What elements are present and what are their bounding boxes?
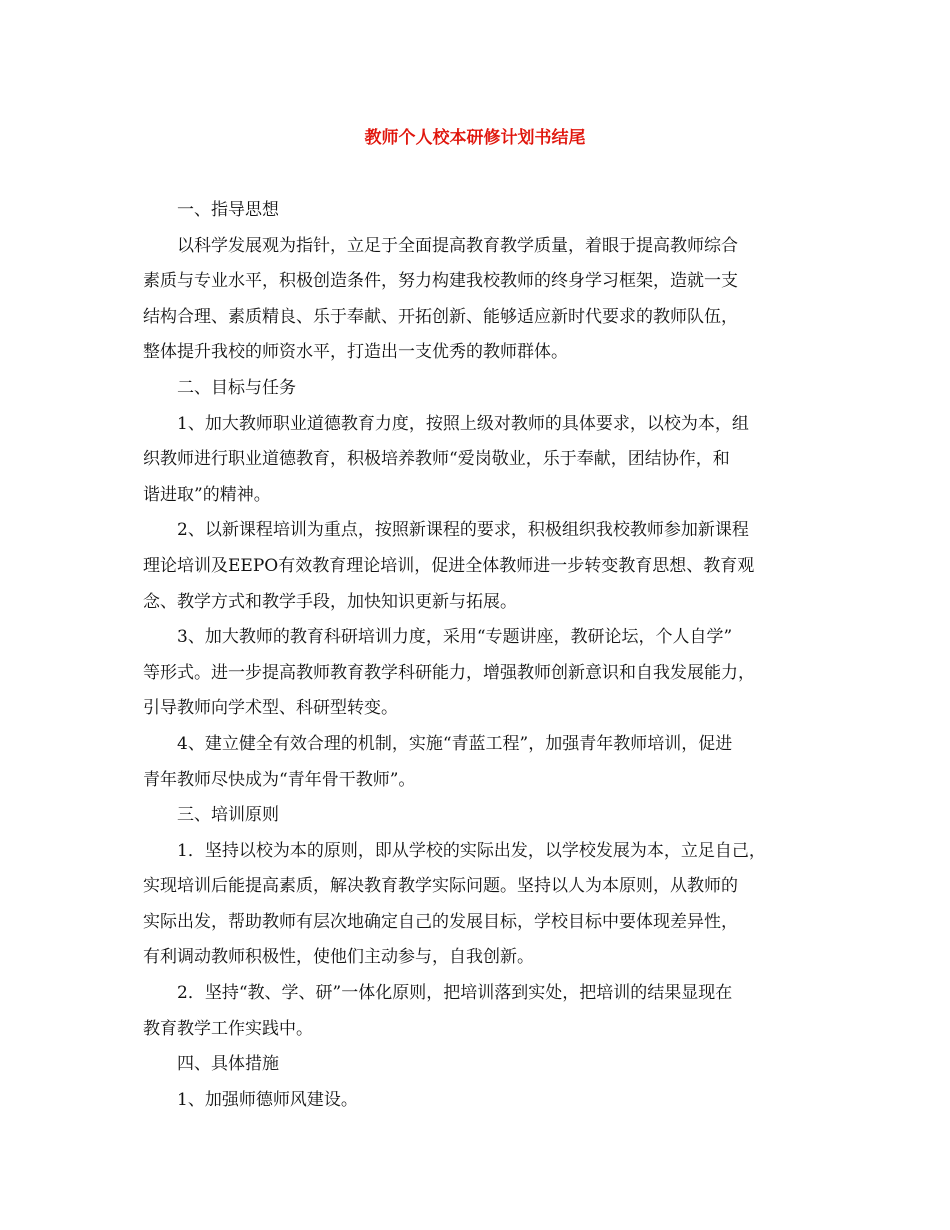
- text-line: 2．坚持“教、学、研”一体化原则，把培训落到实处，把培训的结果显现在: [177, 983, 733, 1004]
- text-line: 二、目标与任务: [177, 377, 296, 398]
- text-line: 素质与专业水平，积极创造条件，努力构建我校教师的终身学习框架，造就一支: [143, 271, 738, 292]
- text-line: 引导教师向学术型、科研型转变。: [143, 698, 398, 719]
- text-line: 念、教学方式和教学手段，加快知识更新与拓展。: [143, 591, 517, 612]
- document-body: [143, 193, 815, 1118]
- text-line: 实现培训后能提高素质，解决教育教学实际问题。坚持以人为本原则，从教师的: [143, 876, 738, 897]
- text-line: 谐进取”的精神。: [143, 484, 271, 505]
- text-line: 4、建立健全有效合理的机制，实施“青蓝工程”，加强青年教师培训，促进: [177, 733, 733, 754]
- text-line: 1、加大教师职业道德教育力度，按照上级对教师的具体要求，以校为本，组: [177, 413, 749, 434]
- text-line: 三、培训原则: [177, 805, 279, 826]
- text-line: 结构合理、素质精良、乐于奉献、开拓创新、能够适应新时代要求的教师队伍，: [143, 306, 738, 327]
- text-line: 织教师进行职业道德教育，积极培养教师“爱岗敬业，乐于奉献，团结协作，和: [143, 449, 730, 470]
- text-line: 教育教学工作实践中。: [143, 1018, 313, 1039]
- text-line: 1、加强师德师风建设。: [177, 1089, 358, 1110]
- text-line: 理论培训及EEPO有效教育理论培训，促进全体教师进一步转变教育思想、教育观: [143, 555, 755, 576]
- text-line: 四、具体措施: [177, 1054, 279, 1075]
- text-line: 整体提升我校的师资水平，打造出一支优秀的教师群体。: [143, 342, 568, 363]
- text-line: 青年教师尽快成为“青年骨干教师”。: [143, 769, 416, 790]
- text-line: 以科学发展观为指针，立足于全面提高教育教学质量，着眼于提高教师综合: [177, 235, 738, 256]
- text-line: 一、指导思想: [177, 200, 279, 220]
- text-line: 1．坚持以校为本的原则，即从学校的实际出发，以学校发展为本，立足自己，: [177, 840, 766, 861]
- text-line: 有利调动教师积极性，使他们主动参与，自我创新。: [143, 947, 534, 968]
- text-line: 3、加大教师的教育科研培训力度，采用“专题讲座，教研论坛，个人自学”: [177, 627, 733, 648]
- text-line: 实际出发，帮助教师有层次地确定自己的发展目标，学校目标中要体现差异性，: [143, 911, 738, 932]
- document-title: 教师个人校本研修计划书结尾: [364, 128, 586, 148]
- text-line: 2、以新课程培训为重点，按照新课程的要求，积极组织我校教师参加新课程: [177, 520, 749, 541]
- text-line: 等形式。进一步提高教师教育教学科研能力，增强教师创新意识和自我发展能力，: [143, 662, 755, 683]
